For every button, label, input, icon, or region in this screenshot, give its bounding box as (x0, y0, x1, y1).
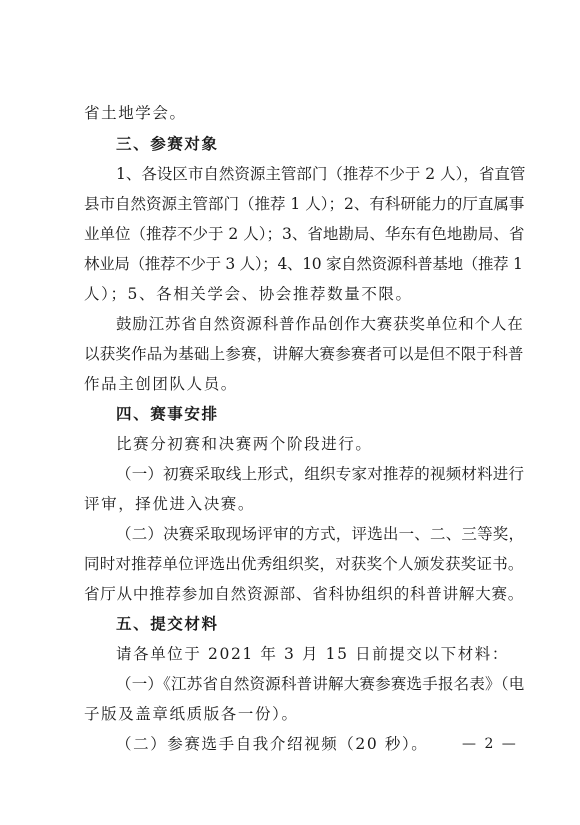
section-heading-schedule: 四、赛事安排 (116, 405, 219, 423)
paragraph-line: 林业局（推荐不少于 3 人）；4、10 家自然资源科普基地（推荐 1 (84, 255, 523, 273)
paragraph-line: 子版及盖章纸质版各一份）。 (84, 705, 299, 723)
paragraph-line: 以获奖作品为基础上参赛，讲解大赛参赛者可以是但不限于科普 (84, 345, 524, 363)
paragraph-line: 作品主创团队人员。 (84, 375, 238, 393)
paragraph-line: 省厅从中推荐参加自然资源部、省科协组织的科普讲解大赛。 (84, 585, 525, 603)
paragraph-line: 人）；5、各相关学会、协会推荐数量不限。 (84, 285, 413, 303)
page-number: — 2 — (462, 736, 518, 752)
paragraph-line: 比赛分初赛和决赛两个阶段进行。 (116, 435, 373, 453)
paragraph-line: 县市自然资源主管部门（推荐 1 人）；2、有科研能力的厅直属事 (84, 195, 525, 213)
paragraph-line: 请各单位于 2021 年 3 月 15 日前提交以下材料： (116, 645, 509, 663)
paragraph-line: （二）决赛采取现场评审的方式，评选出一、二、三等奖， (116, 525, 525, 543)
paragraph-line: 鼓励江苏省自然资源科普作品创作大赛获奖单位和个人在 (116, 315, 524, 333)
paragraph-line: （一）初赛采取线上形式，组织专家对推荐的视频材料进行 (116, 465, 525, 483)
section-heading-participants: 三、参赛对象 (116, 135, 219, 153)
section-heading-materials: 五、提交材料 (116, 615, 219, 633)
paragraph-line: 同时对推荐单位评选出优秀组织奖，对获奖个人颁发获奖证书。 (84, 555, 524, 573)
paragraph-line: （一）《江苏省自然资源科普讲解大赛参赛选手报名表》（电 (116, 675, 525, 693)
paragraph-line: 评审，择优进入决赛。 (84, 495, 256, 513)
paragraph-line: 省土地学会。 (84, 104, 187, 122)
paragraph-line: 业单位（推荐不少于 2 人）；3、省地勘局、华东有色地勘局、省 (84, 225, 525, 243)
paragraph-line: （二）参赛选手自我介绍视频（20 秒）。 (116, 735, 429, 753)
paragraph-line: 1、各设区市自然资源主管部门（推荐不少于 2 人），省直管 (116, 165, 526, 183)
